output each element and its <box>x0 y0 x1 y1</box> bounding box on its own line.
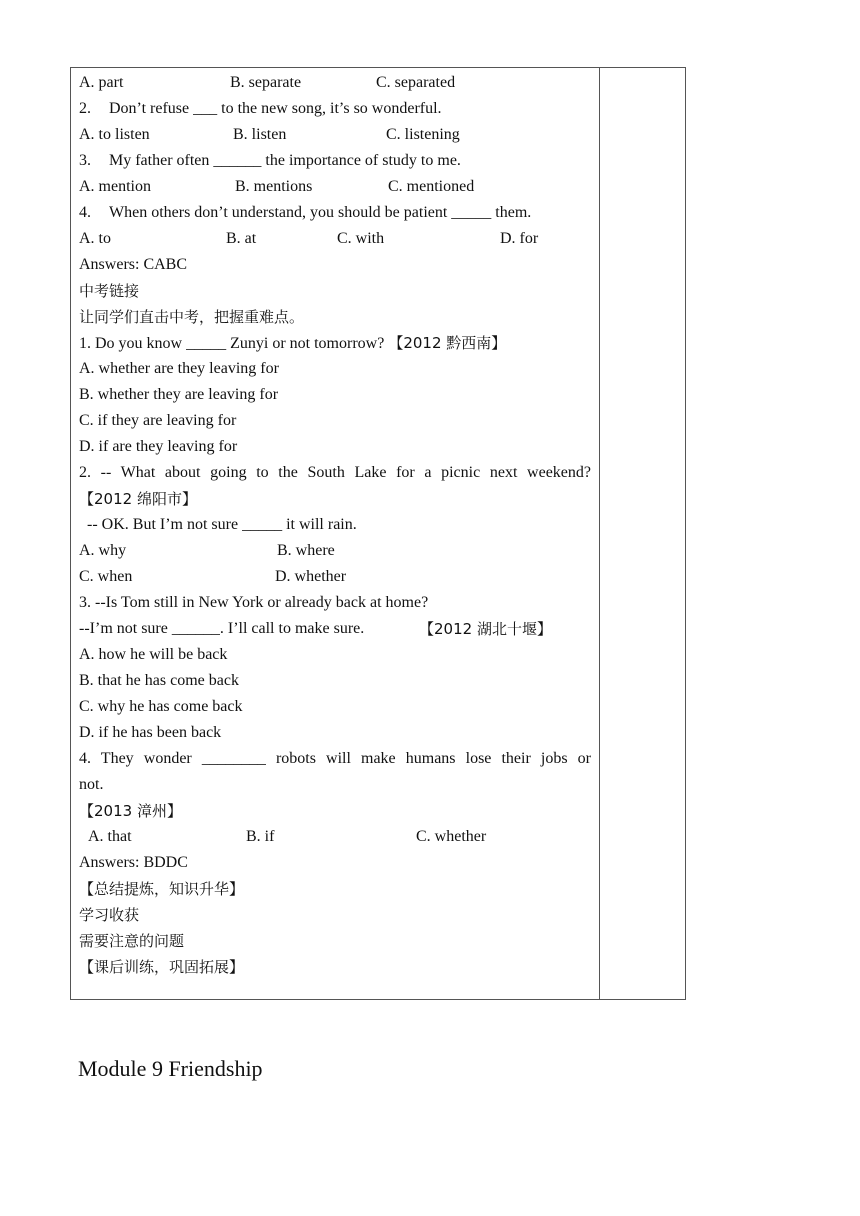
module-title: Module 9 Friendship <box>78 1056 263 1081</box>
z1-stem <box>79 330 591 356</box>
q1-options <box>79 70 591 96</box>
q2-number: 2. <box>79 100 91 117</box>
q2-option-a: A. to listen <box>79 126 150 143</box>
q3-option-c: C. mentioned <box>388 178 475 195</box>
z4-option-a: A. that <box>88 828 132 845</box>
q4-stem <box>79 200 591 226</box>
summary-heading: 【总结提炼，知识升华】 <box>79 880 245 898</box>
q4-text: When others don’t understand, you should be patient _____ them. <box>109 204 532 221</box>
z2-options-row-1 <box>79 538 591 564</box>
z3-source: 【2012 湖北十堰】 <box>419 620 552 638</box>
q2-text: Don’t refuse ___ to the new song, it’s so wonderful. <box>109 100 442 117</box>
q4-option-c: C. with <box>337 230 385 247</box>
attention-points: 需要注意的问题 <box>79 932 185 950</box>
z1-option-c: C. if they are leaving for <box>79 412 237 429</box>
worksheet-content <box>79 70 591 980</box>
z4-options <box>79 824 591 850</box>
q3-options <box>79 174 591 200</box>
z4-option-b: B. if <box>246 828 275 845</box>
q1-option-c: C. separated <box>376 74 456 91</box>
z1-text: 1. Do you know _____ Zunyi or not tomorrow? <box>79 335 389 352</box>
zhongkao-heading: 中考链接 <box>79 282 140 300</box>
z1-source: 【2012 黔西南】 <box>388 334 507 352</box>
z3-reply: --I’m not sure ______. I’ll call to make sure. <box>79 620 365 637</box>
answers-line-2: Answers: BDDC <box>79 854 188 871</box>
q2-options <box>79 122 591 148</box>
q3-stem <box>79 148 591 174</box>
zhongkao-intro: 让同学们直击中考，把握重难点。 <box>79 308 305 326</box>
column-divider <box>599 68 600 999</box>
z4-stem-cont: not. <box>79 776 104 793</box>
q2-option-c: C. listening <box>386 126 460 143</box>
q4-option-b: B. at <box>226 230 257 247</box>
q3-option-b: B. mentions <box>235 178 313 195</box>
z3-option-d: D. if he has been back <box>79 724 222 741</box>
q4-options <box>79 226 591 252</box>
z1-option-d: D. if are they leaving for <box>79 438 238 455</box>
q3-text: My father often ______ the importance of study to me. <box>109 152 461 169</box>
z2-option-a: A. why <box>79 542 127 559</box>
learning-gains: 学习收获 <box>79 906 140 924</box>
z4-option-c: C. whether <box>416 828 487 845</box>
z3-reply-line <box>79 616 591 642</box>
z3-option-a: A. how he will be back <box>79 646 228 663</box>
z2-stem: 2. -- What about going to the South Lake for a picnic next weekend? <box>79 464 591 481</box>
z2-option-d: D. whether <box>275 568 347 585</box>
q4-option-d: D. for <box>500 230 539 247</box>
z2-option-b: B. where <box>277 542 335 559</box>
z3-stem: 3. --Is Tom still in New York or already back at home? <box>79 594 429 611</box>
z4-stem: 4. They wonder ________ robots will make humans lose their jobs or <box>79 750 591 767</box>
q4-number: 4. <box>79 204 91 221</box>
z2-source: 【2012 绵阳市】 <box>79 490 197 508</box>
q2-stem <box>79 96 591 122</box>
answers-line-1: Answers: CABC <box>79 256 188 273</box>
after-class-heading: 【课后训练，巩固拓展】 <box>79 958 245 976</box>
z1-option-b: B. whether they are leaving for <box>79 386 279 403</box>
z4-source: 【2013 漳州】 <box>79 802 182 820</box>
q3-option-a: A. mention <box>79 178 151 195</box>
q2-option-b: B. listen <box>233 126 287 143</box>
worksheet-table <box>70 67 686 1000</box>
z2-reply: -- OK. But I’m not sure _____ it will rain. <box>87 516 357 533</box>
q1-option-a: A. part <box>79 74 124 91</box>
q4-option-a: A. to <box>79 230 111 247</box>
q3-number: 3. <box>79 152 91 169</box>
z2-option-c: C. when <box>79 568 133 585</box>
q1-option-b: B. separate <box>230 74 302 91</box>
z3-option-b: B. that he has come back <box>79 672 239 689</box>
z3-option-c: C. why he has come back <box>79 698 243 715</box>
z2-options-row-2 <box>79 564 591 590</box>
z1-option-a: A. whether are they leaving for <box>79 360 279 377</box>
